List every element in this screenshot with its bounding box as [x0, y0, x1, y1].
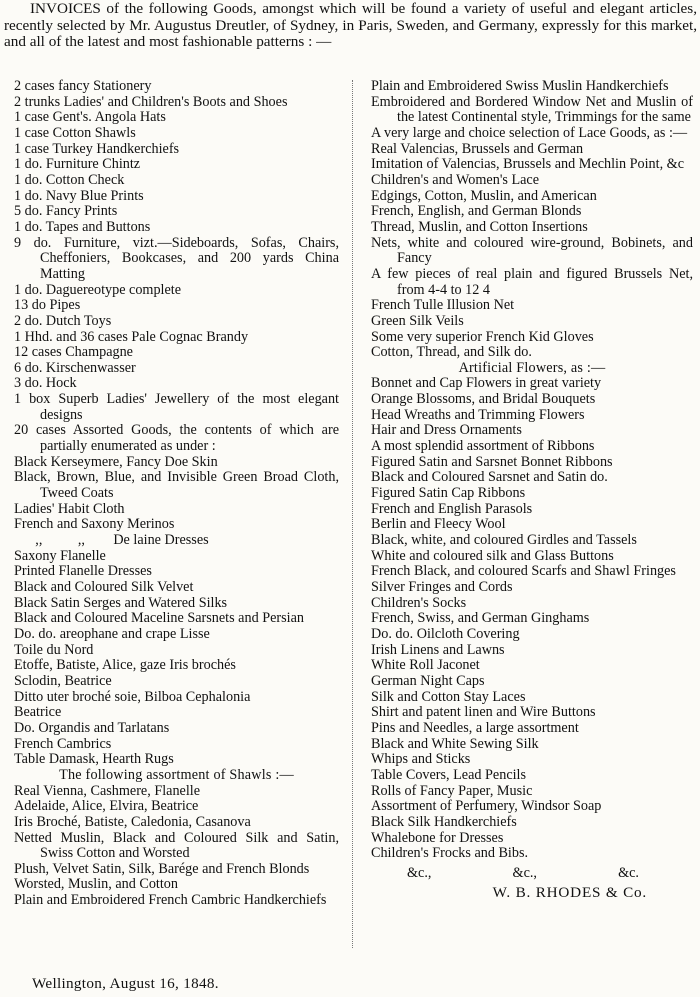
- goods-item: Whalebone for Dresses: [371, 829, 504, 846]
- goods-item: Plain and Embroidered French Cambric Handkerchiefs: [14, 892, 327, 909]
- flowers-list: [371, 376, 693, 861]
- goods-item: German Night Caps: [371, 672, 485, 689]
- goods-item: Worsted, Muslin, and Cotton: [14, 876, 178, 893]
- goods-item: 20 cases Assorted Goods, the contents of which are partially enumerated as under :: [14, 422, 343, 455]
- goods-item: Silk and Cotton Stay Laces: [371, 688, 526, 705]
- goods-item: Cotton, Thread, and Silk do.: [371, 344, 532, 361]
- goods-item: 1 case Turkey Handkerchiefs: [14, 140, 180, 157]
- goods-item: Black, white, and coloured Girdles and Tassels: [371, 532, 637, 549]
- etcetera-line: [371, 862, 693, 882]
- goods-item: Orange Blossoms, and Bridal Bouquets: [371, 391, 596, 408]
- goods-item: Whips and Sticks: [371, 751, 471, 768]
- goods-item: 1 do. Tapes and Buttons: [14, 218, 151, 235]
- goods-item: Nets, white and coloured wire-ground, Bobinets, and Fancy: [371, 234, 697, 267]
- goods-item: Ditto uter broché soie, Bilboa Cephalonia: [14, 688, 251, 705]
- goods-item: A few pieces of real plain and figured Brussels Net, from 4-4 to 12 4: [371, 265, 697, 298]
- goods-item: Black, Brown, Blue, and Invisible Green Broad Cloth, Tweed Coats: [14, 469, 343, 502]
- goods-item: 2 trunks Ladies' and Children's Boots and Shoes: [14, 93, 288, 110]
- goods-item: White Roll Jaconet: [371, 657, 480, 674]
- shawls-heading: The following assortment of Shawls :—: [59, 766, 294, 783]
- goods-item: Black and Coloured Sarsnet and Satin do.: [371, 469, 608, 486]
- goods-item: 1 case Cotton Shawls: [14, 124, 136, 141]
- goods-item: Rolls of Fancy Paper, Music: [371, 782, 533, 799]
- goods-item: Do. do. areophane and crape Lisse: [14, 625, 210, 642]
- goods-item: Beatrice: [14, 704, 62, 721]
- goods-item: 3 do. Hock: [14, 375, 77, 392]
- goods-item: Hair and Dress Ornaments: [371, 422, 522, 439]
- goods-item: Embroidered and Bordered Window Net and Muslin of the latest Continental style, Trimmings for the same: [371, 93, 697, 126]
- goods-item: Green Silk Veils: [371, 312, 464, 329]
- goods-item: Black and Coloured Silk Velvet: [14, 579, 194, 595]
- goods-item: French and Saxony Merinos: [14, 516, 175, 533]
- goods-item: 6 do. Kirschenwasser: [14, 359, 136, 376]
- goods-item: Do. do. Oilcloth Covering: [371, 625, 520, 642]
- goods-item: Table Damask, Hearth Rugs: [14, 751, 174, 768]
- goods-item: Plush, Velvet Satin, Silk, Barége and French Blonds: [14, 860, 310, 877]
- goods-item: Irish Linens and Lawns: [371, 641, 505, 658]
- goods-item: Children's Frocks and Bibs.: [371, 845, 529, 862]
- goods-item: Toile du Nord: [14, 641, 94, 658]
- goods-item: Netted Muslin, Black and Coloured Silk and Satin, Swiss Cotton and Worsted: [14, 829, 343, 862]
- goods-item: Berlin and Fleecy Wool: [371, 516, 506, 533]
- goods-item: 1 do. Cotton Check: [14, 171, 125, 188]
- goods-item: French, Swiss, and German Ginghams: [371, 610, 590, 627]
- etc-1: &c.,: [407, 864, 432, 881]
- column-divider: [352, 80, 353, 948]
- goods-item: Real Valencias, Brussels and German: [371, 140, 584, 157]
- goods-item: Head Wreaths and Trimming Flowers: [371, 406, 585, 423]
- goods-item: A most splendid assortment of Ribbons: [371, 438, 595, 455]
- goods-item: Black Silk Handkerchiefs: [371, 813, 517, 830]
- dateline: Wellington, August 16, 1848.: [32, 975, 219, 992]
- goods-item: Some very superior French Kid Gloves: [371, 328, 594, 345]
- goods-item: Table Covers, Lead Pencils: [371, 766, 527, 783]
- goods-item: 1 do. Daguereotype complete: [14, 281, 182, 298]
- goods-item: Edgings, Cotton, Muslin, and American: [371, 187, 597, 204]
- goods-item: Shirt and patent linen and Wire Buttons: [371, 704, 596, 721]
- goods-item: Assortment of Perfumery, Windsor Soap: [371, 798, 602, 815]
- goods-item: French Black, and coloured Scarfs and Shawl Fringes: [371, 563, 676, 580]
- goods-item: White and coloured silk and Glass Buttons: [371, 547, 614, 564]
- goods-item: Pins and Needles, a large assortment: [371, 719, 579, 736]
- goods-item: 13 do Pipes: [14, 297, 81, 314]
- goods-item: Black and White Sewing Silk: [371, 735, 539, 752]
- goods-item: Ladies' Habit Cloth: [14, 500, 125, 517]
- goods-item: Black Kerseymere, Fancy Doe Skin: [14, 453, 218, 470]
- goods-item: Real Vienna, Cashmere, Flanelle: [14, 782, 201, 799]
- goods-item: Iris Broché, Batiste, Caledonia, Casanova: [14, 813, 251, 830]
- etc-2: &c.,: [512, 864, 537, 881]
- goods-item: Thread, Muslin, and Cotton Insertions: [371, 218, 588, 235]
- goods-item: 1 case Gent's. Angola Hats: [14, 109, 166, 126]
- goods-item: Black Satin Serges and Watered Silks: [14, 594, 228, 611]
- left-column: [14, 78, 343, 909]
- goods-item: 1 box Superb Ladies' Jewellery of the most elegant designs: [14, 391, 343, 423]
- goods-item: Figured Satin and Sarsnet Bonnet Ribbons: [371, 453, 613, 470]
- goods-item: 9 do. Furniture, vizt.—Sideboards, Sofas, Chairs, Cheffoniers, Bookcases, and 200 yards China Matting: [14, 234, 343, 282]
- goods-item: Plain and Embroidered Swiss Muslin Handkerchiefs: [371, 78, 669, 94]
- goods-item: 2 cases fancy Stationery: [14, 78, 152, 94]
- goods-item: Saxony Flanelle: [14, 547, 106, 564]
- shawls-list: [14, 782, 343, 909]
- goods-item: 1 do. Navy Blue Prints: [14, 187, 144, 204]
- goods-item: Children's Socks: [371, 594, 467, 611]
- goods-item: 12 cases Champagne: [14, 344, 133, 361]
- goods-item: A very large and choice selection of Lace Goods, as :—: [371, 124, 688, 141]
- goods-item: Sclodin, Beatrice: [14, 672, 112, 689]
- goods-item: 1 do. Furniture Chintz: [14, 156, 141, 173]
- goods-item: Etoffe, Batiste, Alice, gaze Iris brochés: [14, 657, 236, 674]
- goods-list-left: [14, 78, 343, 768]
- goods-item: Children's and Women's Lace: [371, 171, 540, 188]
- goods-item: Imitation of Valencias, Brussels and Mechlin Point, &c: [371, 156, 684, 173]
- goods-item: French Tulle Illusion Net: [371, 297, 515, 314]
- goods-item: ,, ,, De laine Dresses: [14, 532, 209, 549]
- merchant-signature: W. B. RHODES & Co.: [492, 884, 647, 902]
- goods-item: Bonnet and Cap Flowers in great variety: [371, 375, 602, 392]
- goods-item: 2 do. Dutch Toys: [14, 312, 112, 329]
- goods-item: 5 do. Fancy Prints: [14, 203, 118, 220]
- goods-item: Black and Coloured Maceline Sarsnets and Persian: [14, 610, 304, 627]
- advert-intro: INVOICES of the following Goods, amongst which will be found a variety of useful and elegant articles, recently selected by Mr. Augustus Dreutler, of Sydney, in Paris, Sweden, and Germany, expressly for this market, and all of the latest and most fashionable patterns : —: [4, 0, 697, 51]
- goods-item: Silver Fringes and Cords: [371, 579, 513, 595]
- goods-item: French Cambrics: [14, 735, 112, 752]
- goods-item: Adelaide, Alice, Elvira, Beatrice: [14, 798, 199, 815]
- goods-item: 1 Hhd. and 36 cases Pale Cognac Brandy: [14, 328, 249, 345]
- goods-item: Do. Organdis and Tarlatans: [14, 719, 170, 736]
- goods-item: French and English Parasols: [371, 500, 533, 517]
- goods-item: Figured Satin Cap Ribbons: [371, 485, 526, 502]
- goods-item: French, English, and German Blonds: [371, 203, 582, 220]
- right-column: [371, 78, 697, 902]
- etc-3: &c.: [618, 864, 639, 881]
- flowers-heading: Artificial Flowers, as :—: [458, 359, 606, 376]
- goods-item: Printed Flanelle Dresses: [14, 563, 152, 580]
- goods-list-right: [371, 78, 697, 361]
